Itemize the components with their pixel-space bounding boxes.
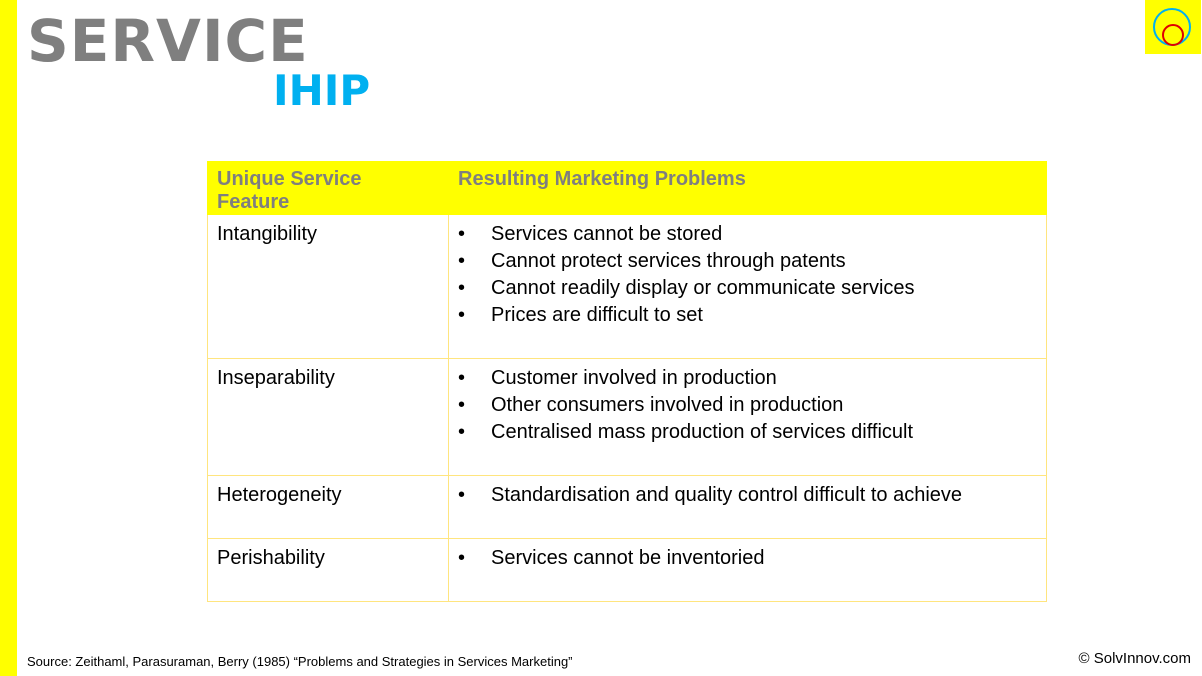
list-item: • Services cannot be inventoried [458,545,1037,572]
list-item: • Other consumers involved in production [458,392,1037,419]
problems-cell [449,539,1047,602]
feature-cell [208,359,449,476]
table-row [208,476,1047,539]
header-feature: Unique Service Feature [208,162,449,215]
logo [1145,0,1201,54]
list-item: • Customer involved in production [458,365,1037,392]
list-item: • Standardisation and quality control difficult to achieve [458,482,1037,509]
list-item: • Centralised mass production of services difficult [458,419,1037,446]
left-accent-bar [0,0,17,676]
source-citation: Source: Zeithaml, Parasuraman, Berry (1985) “Problems and Strategies in Services Marketing” [27,654,573,669]
feature-label: Perishability [217,547,325,569]
copyright-notice: © SolvInnov.com [1078,650,1191,667]
header-problems: Resulting Marketing Problems [449,162,1047,215]
problems-cell [449,359,1047,476]
problem-list [458,365,1037,446]
list-item: • Prices are difficult to set [458,302,1037,329]
problem-list [458,221,1037,329]
slide-subtitle: IHIP [273,66,371,115]
feature-label: Heterogeneity [217,484,342,506]
feature-label: Intangibility [217,223,318,245]
feature-cell [208,539,449,602]
feature-cell [208,476,449,539]
table-header-row [208,162,1047,215]
list-item: • Services cannot be stored [458,221,1037,248]
feature-cell [208,215,449,359]
ihip-table [207,161,1047,602]
problems-cell [449,215,1047,359]
feature-label: Inseparability [217,367,335,389]
slide-title: SERVICE [27,7,309,75]
problems-cell [449,476,1047,539]
table-row [208,215,1047,359]
list-item: • Cannot protect services through patents [458,248,1037,275]
problem-list [458,545,1037,572]
table-row [208,539,1047,602]
circles-logo-icon [1145,0,1201,54]
problem-list [458,482,1037,509]
list-item: • Cannot readily display or communicate services [458,275,1037,302]
table-row [208,359,1047,476]
